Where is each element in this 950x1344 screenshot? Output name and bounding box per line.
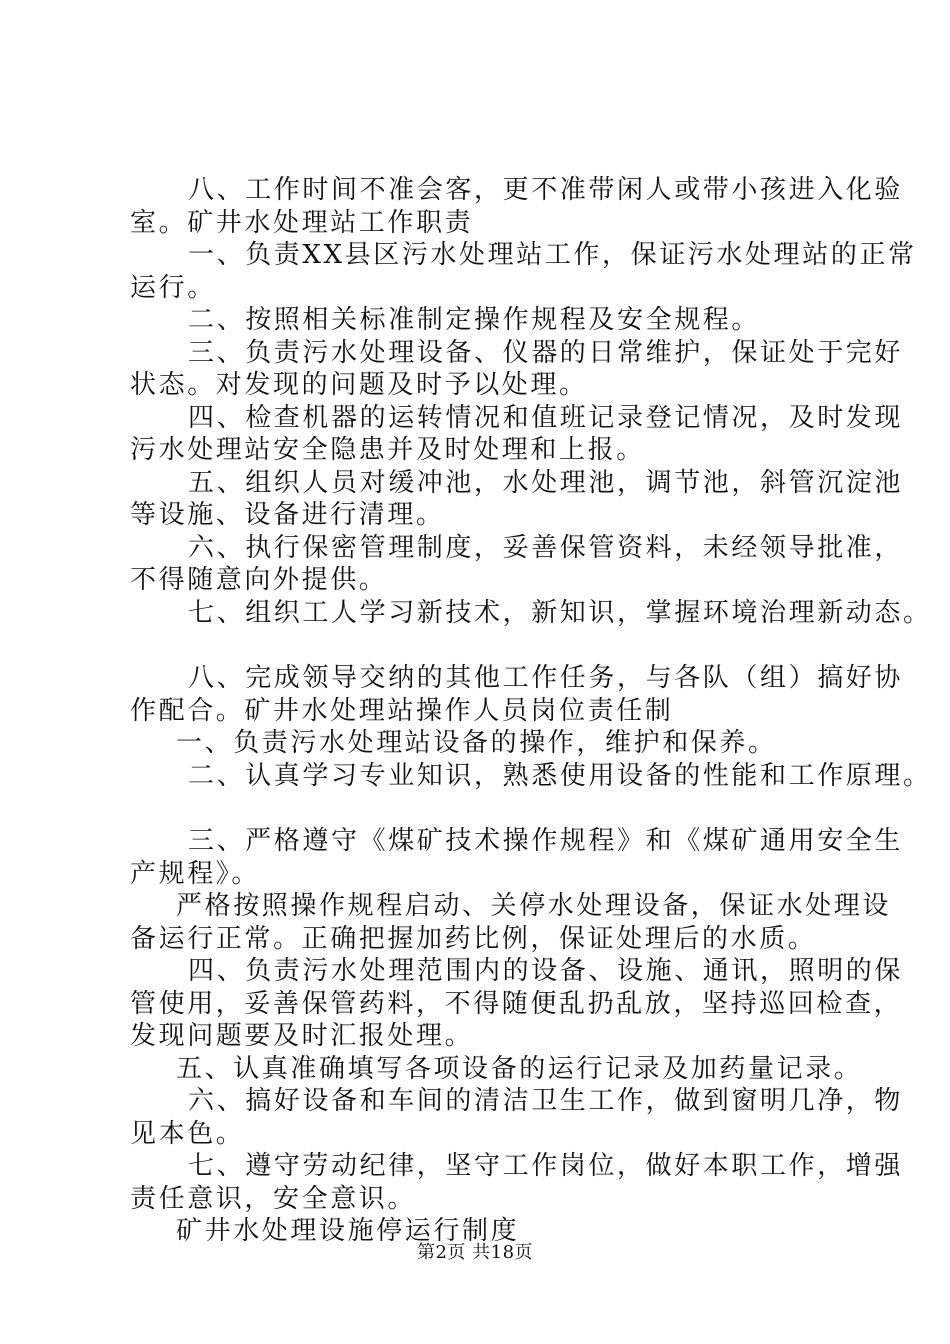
paragraph-line: 发现问题要及时汇报处理。: [130, 1021, 474, 1051]
paragraph-line: 见本色。: [130, 1118, 245, 1149]
paragraph-line: 室。矿井水处理站工作职责: [130, 207, 474, 238]
paragraph-line: 三、负责污水处理设备、仪器的日常维护，保证处于完好: [188, 337, 904, 368]
paragraph-line: 二、认真学习专业知识，熟悉使用设备的性能和工作原理。: [188, 760, 932, 791]
paragraph-line: 严格按照操作规程启动、关停水处理设备，保证水处理设: [176, 891, 892, 921]
paragraph-line: 八、工作时间不准会客，更不准带闲人或带小孩进入化验: [188, 175, 904, 205]
document-body: [130, 174, 932, 1248]
paragraph-line: 运行。: [130, 272, 216, 303]
paragraph-line: 二、按照相关标准制定操作规程及安全规程。: [188, 305, 761, 335]
paragraph-line: 管使用，妥善保管药料，不得随便乱扔乱放，坚持巡回检查，: [130, 988, 903, 1019]
paragraph-line: 四、负责污水处理范围内的设备、设施、通讯，照明的保: [188, 956, 904, 986]
paragraph-line: 四、检查机器的运转情况和值班记录登记情况，及时发现: [188, 402, 904, 433]
paragraph-line: 八、完成领导交纳的其他工作任务，与各队（组）搞好协: [188, 663, 904, 693]
paragraph-line: 六、执行保密管理制度，妥善保管资料，未经领导批准，: [188, 532, 904, 563]
paragraph-line: 六、搞好设备和车间的清洁卫生工作，做到窗明几净，物: [188, 1086, 904, 1116]
section-heading: 矿井水处理设施停运行制度: [176, 1216, 520, 1246]
paragraph-line: 七、遵守劳动纪律，坚守工作岗位，做好本职工作，增强: [188, 1151, 904, 1181]
paragraph-line: 状态。对发现的问题及时予以处理。: [130, 370, 588, 400]
paragraph-line: 五、组织人员对缓冲池，水处理池，调节池，斜管沉淀池: [188, 467, 904, 498]
page-number-footer: 第2页 共18页: [416, 1242, 534, 1263]
paragraph-line: 产规程》。: [130, 858, 261, 889]
paragraph-line: 七、组织工人学习新技术，新知识，掌握环境治理新动态。: [188, 597, 932, 628]
paragraph-line: 五、认真准确填写各项设备的运行记录及加药量记录。: [176, 1053, 863, 1084]
paragraph-line: 备运行正常。正确把握加药比例，保证处理后的水质。: [130, 923, 817, 954]
paragraph-line: 一、负责XX县区污水处理站工作，保证污水处理站的正常: [188, 240, 917, 270]
paragraph-line: 等设施、设备进行清理。: [130, 500, 445, 530]
paragraph-line: 不得随意向外提供。: [130, 565, 388, 595]
paragraph-line: 一、负责污水处理站设备的操作，维护和保养。: [176, 728, 777, 758]
paragraph-spacer: [130, 629, 850, 662]
paragraph-line: 责任意识，安全意识。: [130, 1183, 417, 1214]
paragraph-line: 污水处理站安全隐患并及时处理和上报。: [130, 435, 645, 465]
paragraph-line: 三、严格遵守《煤矿技术操作规程》和《煤矿通用安全生: [188, 826, 904, 856]
paragraph-line: 作配合。矿井水处理站操作人员岗位责任制: [130, 695, 674, 726]
paragraph-spacer: [130, 792, 850, 825]
